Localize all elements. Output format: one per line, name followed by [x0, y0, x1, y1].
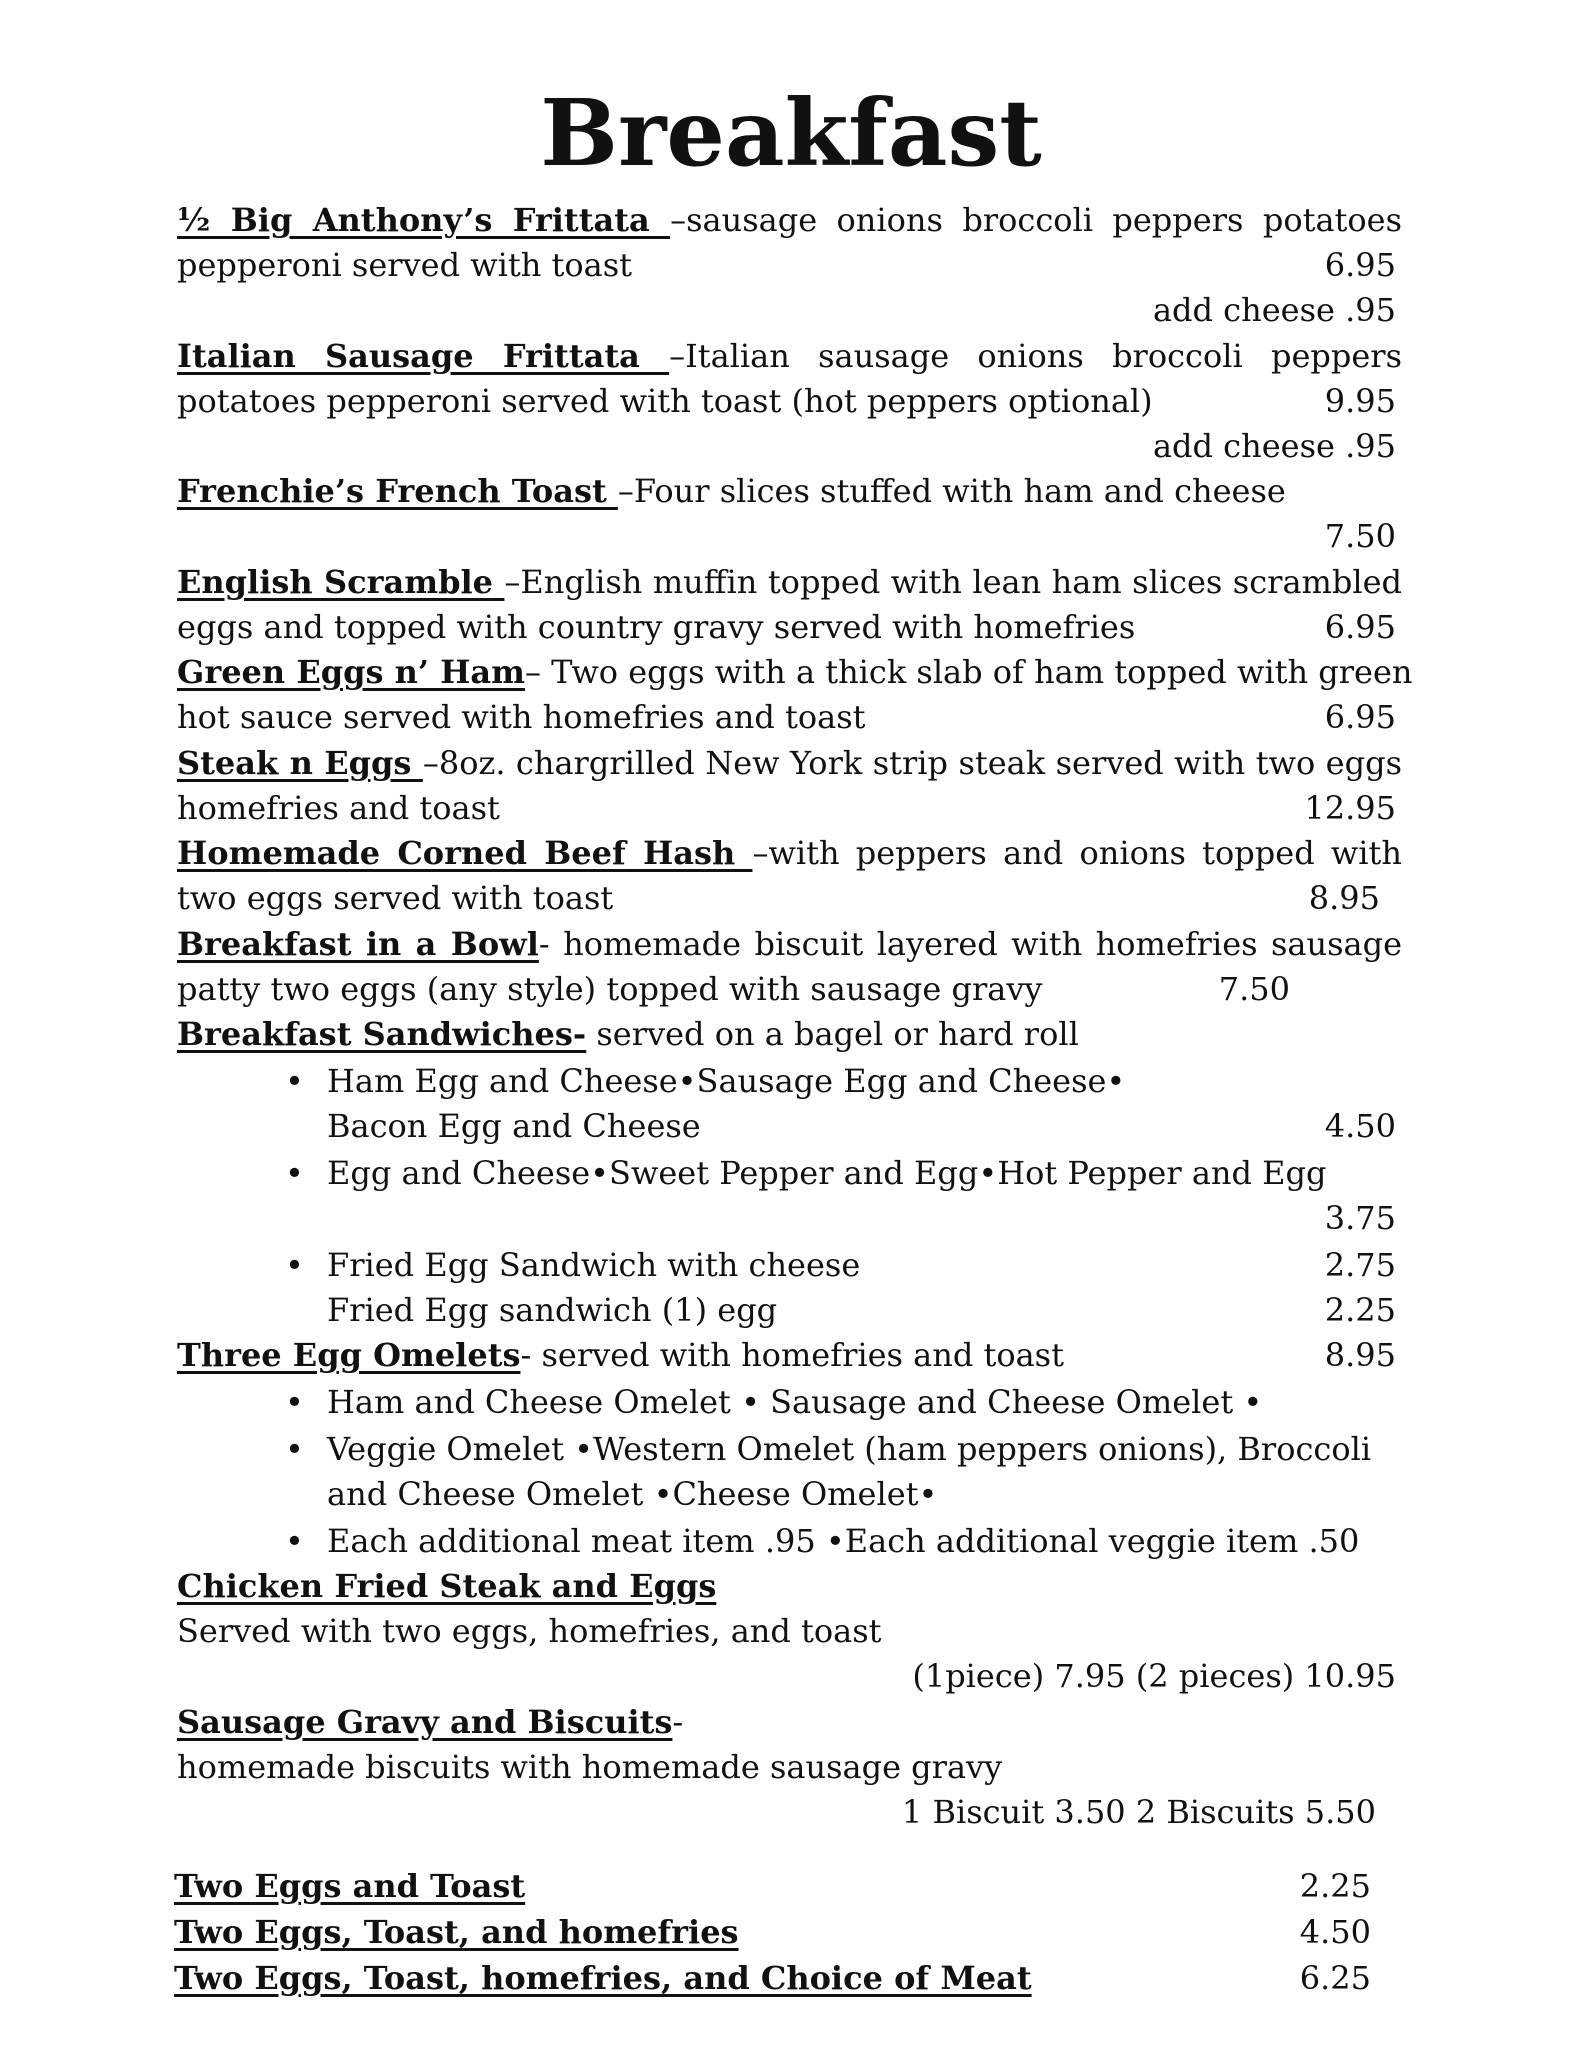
item-description: homemade biscuits with homemade sausage gravy [177, 1748, 1003, 1786]
item-description: Egg and Cheese•Sweet Pepper and Egg•Hot Pepper and Egg [327, 1154, 1327, 1192]
menu-line [177, 288, 1402, 332]
item-description: Each additional meat item .95 •Each additional veggie item .50 [327, 1522, 1360, 1560]
item-description: pepperoni served with toast [177, 246, 632, 284]
menu-item-chicken-fried-steak [177, 1564, 1402, 1608]
bullet: • [285, 1522, 304, 1560]
menu-line [177, 605, 1402, 649]
item-description: –English muffin topped with lean ham slices scrambled [504, 563, 1403, 601]
item-price: 6.95 [1324, 698, 1396, 736]
item-name: Steak n Eggs [177, 744, 423, 782]
item-description: – Two eggs with a thick slab of ham topped with green [524, 653, 1413, 691]
item-description: –Italian sausage onions broccoli peppers [669, 337, 1403, 375]
bullet: • [285, 1062, 304, 1100]
item-description: eggs and topped with country gravy served with homefries [177, 608, 1136, 646]
bullet: • [285, 1154, 304, 1192]
item-dash: - [672, 1703, 684, 1741]
item-description: Fried Egg sandwich (1) egg [327, 1291, 778, 1329]
menu-line [177, 1745, 1402, 1789]
item-description: Fried Egg Sandwich with cheese [327, 1246, 861, 1284]
menu-item-steak-eggs [177, 741, 1402, 785]
page-title: Breakfast [540, 79, 1042, 187]
item-description: - served with homefries and toast [520, 1336, 1064, 1374]
menu-item-omelets [177, 1333, 1402, 1377]
menu-line [177, 967, 1402, 1011]
item-price: 1 Biscuit 3.50 2 Biscuits 5.50 [901, 1793, 1376, 1831]
list-item [177, 1151, 1402, 1195]
item-price: 7.50 [1218, 970, 1290, 1008]
item-price: 7.50 [1324, 517, 1396, 555]
item-description: hot sauce served with homefries and toast [177, 698, 866, 736]
item-description: Bacon Egg and Cheese [327, 1107, 701, 1145]
item-name: Homemade Corned Beef Hash [177, 834, 753, 872]
item-price: 8.95 [1324, 1336, 1396, 1374]
list-item [177, 1059, 1402, 1103]
item-description: - homemade biscuit layered with homefries sausage [538, 925, 1403, 963]
menu-line [177, 514, 1402, 558]
item-description: –Four slices stuffed with ham and cheese [617, 472, 1286, 510]
addon-price: add cheese .95 [1152, 291, 1396, 329]
list-item-continued [177, 1288, 1402, 1332]
item-description: two eggs served with toast [177, 879, 614, 917]
item-price: 4.50 [1299, 1913, 1371, 1951]
menu-item-two-eggs-meat [174, 1956, 1399, 2000]
bullet: • [285, 1246, 304, 1284]
menu-line [177, 1790, 1402, 1834]
item-price: 6.95 [1324, 608, 1396, 646]
item-name: English Scramble [177, 563, 505, 601]
item-price: (1piece) 7.95 (2 pieces) 10.95 [912, 1657, 1396, 1695]
item-name: Three Egg Omelets [177, 1336, 521, 1374]
bullet: • [285, 1383, 304, 1421]
item-description: and Cheese Omelet •Cheese Omelet• [327, 1475, 938, 1513]
item-description: –sausage onions broccoli peppers potatoes [670, 201, 1403, 239]
menu-item-half-frittata [177, 198, 1402, 242]
menu-line [177, 1609, 1402, 1653]
item-name: Green Eggs n’ Ham [177, 653, 525, 691]
item-price: 2.25 [1299, 1867, 1371, 1905]
menu-item-two-eggs-toast [174, 1864, 1399, 1908]
list-item-continued [177, 1196, 1402, 1240]
item-description: served on a bagel or hard roll [586, 1015, 1079, 1053]
menu-item-sandwiches [177, 1012, 1402, 1056]
list-item [177, 1519, 1402, 1563]
item-name: Breakfast Sandwiches- [177, 1015, 587, 1053]
menu-line [177, 424, 1402, 468]
bullet: • [285, 1430, 304, 1468]
menu-item-corned-beef [177, 831, 1402, 875]
menu-line [177, 1654, 1402, 1698]
menu-item-two-eggs-homefries [174, 1910, 1399, 1954]
item-name: Two Eggs, Toast, homefries, and Choice of Meat [174, 1959, 1032, 1997]
list-item [177, 1427, 1402, 1471]
item-price: 6.95 [1324, 246, 1396, 284]
item-price: 3.75 [1324, 1199, 1396, 1237]
item-name: ½ Big Anthony’s Frittata [177, 201, 671, 239]
item-description: –with peppers and onions topped with [752, 834, 1403, 872]
menu-item-italian-frittata [177, 334, 1402, 378]
item-name: Sausage Gravy and Biscuits [177, 1703, 673, 1741]
list-item [177, 1380, 1402, 1424]
menu-line [177, 243, 1402, 287]
item-description: potatoes pepperoni served with toast (hot peppers optional) [177, 382, 1153, 420]
menu-line [177, 695, 1402, 739]
menu-line [177, 786, 1402, 830]
item-name: Italian Sausage Frittata [177, 337, 670, 375]
item-price: 2.75 [1324, 1246, 1396, 1284]
menu-line [177, 379, 1402, 423]
menu-item-gravy-biscuits [177, 1700, 1402, 1744]
item-name: Two Eggs and Toast [174, 1867, 526, 1905]
item-name: Frenchie’s French Toast [177, 472, 618, 510]
item-price: 9.95 [1324, 382, 1396, 420]
menu-item-french-toast [177, 469, 1402, 513]
item-name: Two Eggs, Toast, and homefries [174, 1913, 739, 1951]
item-description: Veggie Omelet •Western Omelet (ham peppers onions), Broccoli [327, 1430, 1372, 1468]
menu-item-english-scramble [177, 560, 1402, 604]
list-item-continued [177, 1104, 1402, 1148]
item-price: 12.95 [1304, 789, 1396, 827]
item-name: Breakfast in a Bowl [177, 925, 539, 963]
item-name: Chicken Fried Steak and Eggs [177, 1567, 717, 1605]
item-price: 2.25 [1324, 1291, 1396, 1329]
item-description: Ham Egg and Cheese•Sausage Egg and Cheese• [327, 1062, 1126, 1100]
addon-price: add cheese .95 [1152, 427, 1396, 465]
item-description: homefries and toast [177, 789, 500, 827]
item-price: 4.50 [1324, 1107, 1396, 1145]
item-price: 8.95 [1308, 879, 1380, 917]
item-description: Ham and Cheese Omelet • Sausage and Cheese Omelet • [327, 1383, 1263, 1421]
item-description: Served with two eggs, homefries, and toast [177, 1612, 882, 1650]
menu-line [177, 876, 1402, 920]
item-description: –8oz. chargrilled New York strip steak served with two eggs [422, 744, 1403, 782]
menu-item-green-eggs [177, 650, 1413, 694]
item-description: patty two eggs (any style) topped with sausage gravy [177, 970, 1043, 1008]
list-item [177, 1243, 1402, 1287]
menu-item-bowl [177, 922, 1402, 966]
item-price: 6.25 [1299, 1959, 1371, 1997]
list-item-continued [177, 1472, 1402, 1516]
